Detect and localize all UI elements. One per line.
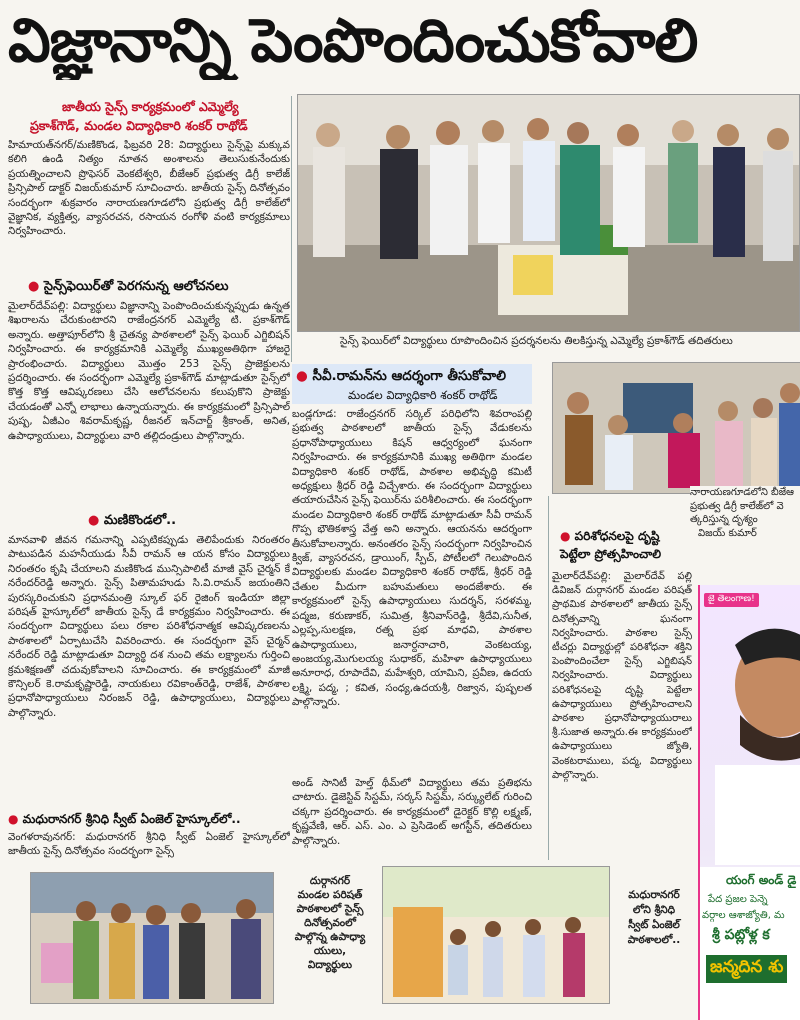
manikonda-heading [88,512,176,529]
cv-raman-subheading: మండల విద్యాధికారి శంకర్ రాథోడ్ [348,388,498,402]
bullet-icon: ● [8,812,19,826]
bullet-icon: ● [296,368,308,384]
parishodhana-heading-text-1: పరిశోధనలపై దృష్టి [574,529,660,543]
cv-raman-body: బండ్లగూడ: రాజేంద్రనగర్ సర్కిల్ పరిధిలోని శివరాంపల్లి ప్రభుత్వ పాఠశాలలో జాతీయ సైన్స్ వేడుకలను ప్రధానోపాధ్యాయులు కిషన్ ఆధ్వర్యంలో ఘనంగా నిర్వహించారు. ఈ కార్యక్రమానికి ముఖ్య అతిథిగా మండల విద్యాధికారి శంకర్ రాథోడ్, పాఠశాల అభివృద్ధి కమిటీ అధ్యక్షులు శ్రీధర్ రెడ్డి విచ్చేశారు. ఈ సందర్భంగా విద్యార్థులు తయారుచేసిన సైన్స్ ఫెయిర్‌ను పరిశీలించారు. ఈ సందర్భంగా మండల విద్యాధికారి శంకర్ రాథోడ్ మాట్లాడుతూ సీవీ రామన్ గొప్ప భౌతికశాస్త్ర వేత్త అని అన్నారు. ఆయనను ఆదర్శంగా తీసుకోవాలన్నారు. అనంతరం సైన్స్ సందర్భంగా నిర్వహించిన క్విజ్, వ్యాసరచన, డ్రాయింగ్, స్పీచ్, పోటీలలో గెలుపొందిన విద్యార్థులకు మండల విద్యాధికారి శంకర్ రాథోడ్, శ్రీధర్ రెడ్డి చేతుల మీదుగా బహుమతులు అందజేశారు. ఈ కార్యక్రమంలో సైన్స్ ఉపాధ్యాయులు సుదర్శన్, సరళమ్మ, పద్మజ, కరుణాకర్, సుమిత్ర, శ్రీనివాస్‌రెడ్డి, శ్రీదేవి,సునీత, ఎల్లప్ప,సులక్షణ, రత్న ప్రభ మాధవి, పాఠశాల ఉపాధ్యాయులు, జనార్దనాచారి, వెంకటయ్య, అంజయ్య,మొగులయ్య సుధాకర్, మహిళా ఉపాధ్యాయులు అనూరాధ, రూపాదేవి, మహేశ్వరి, యామిని, ప్రవీణ, ఉదయ లక్ష్మి, పద్మ, ; కవిత, సంధ్య,ఉదయశ్రీ, రిజ్వాన, పుష్పలత పాల్గొన్నారు. [292,408,532,709]
science-fair-heading [28,278,229,295]
birthday-advertisement [698,585,800,1020]
durganagar-photo [30,872,274,1004]
column-divider [291,96,292,362]
ad-line-1: యంగ్ అండ్ డై [726,873,797,887]
parishodhana-heading-1 [560,528,660,545]
cv-raman-heading-text: సీవీ.రామన్‌ను ఆదర్శంగా తీసుకోవాలి [312,368,507,384]
madhura-caption [614,888,694,948]
bullet-icon: ● [560,529,571,543]
madhuranagar-heading-text: మధురానగర్ శ్రీనిధి స్వీట్ ఏంజెల్ హైస్కూల్‌లో.. [22,812,241,826]
narayanaguda-photo [552,362,800,494]
madhura-caption-1: మధురానగర్ [628,889,680,901]
science-fair-heading-text: సైన్స్‌ఫెయిర్‌తో పెరగనున్న ఆలోచనలు [43,279,229,294]
parishodhana-body: మైలార్‌దేవ్‌పల్లి: మైలార్‌దేవ్ పల్లి డివిజన్ దుర్గానగర్ మండల పరిషత్ ప్రాథమిక పాఠశాలలో జాతీయ సైన్స్ దినోత్సవాన్ని ఘనంగా నిర్వహించారు. పాఠశాల సైన్స్ టీచర్లు విద్యార్థుల్లో పరిశోధనా శక్తిని పెంపొందించేలా సైన్స్ ఎగ్జిబిషన్ నిర్వహించారు. విద్యార్థులు పరిశోధనలపై దృష్టి పెట్టేలా ఉపాధ్యాయులు ప్రోత్సహించాలని పాఠశాల ప్రధానోపాధ్యాయురాలు శ్రీ.సుజాత అన్నారు.ఈ కార్యక్రమంలో ఉపాధ్యాయులు జ్యోతి, వెంకటరాములు, పద్మ, విద్యార్థులు పాల్గొన్నారు. [552,571,692,781]
cv-raman-heading [296,368,506,385]
durganagar-caption-3: పాఠశాలలో సైన్స్ [296,903,364,915]
durganagar-caption-5: పాల్గొన్న ఉపాధ్యా [294,931,366,943]
lead-kicker-2: ప్రకాశ్‌గౌడ్, మండల విద్యాధికారి శంకర్ రాథోడ్ [30,118,248,133]
middle-caption-line-1: నారాయణగూడలోని బీజేఆ [690,487,795,498]
middle-caption-line-4: విజయ్ కుమార్ [698,527,757,539]
manikonda-heading-text: మణికొండలో.. [103,513,177,528]
middle-photo-caption [690,486,800,540]
headline: విజ్ఞానాన్ని పెంపొందించుకోవాలి [8,6,698,76]
madhuranagar-body: వెంగళరావునగర్: మధురానగర్ శ్రీనిధి స్వీట్ ఏంజెల్ హైస్కూల్‌లో జాతీయ సైన్స్ దినోత్సవం సందర్భంగా సైన్స్ [8,831,290,858]
column-divider [548,496,549,860]
madhuranagar-heading [8,811,241,828]
lead-kicker-1: జాతీయ సైన్స్ కార్యక్రమంలో ఎమ్మెల్యే [62,99,239,114]
madhura-caption-2: లోని శ్రీనిధి [632,904,676,916]
ad-line-4: శ్రీ పట్లోళ్ల క [712,927,770,943]
bullet-icon: ● [28,279,40,294]
ad-line-2: పేద ప్రజల పెన్నె [708,894,768,905]
madhura-caption-4: పాఠశాలలో.. [627,934,681,946]
bullet-icon: ● [88,513,100,528]
science-fair-body: మైలార్‌దేవ్‌పల్లి: విద్యార్థులు విజ్ఞానాన్ని పెంపొందించుకున్నప్పుడు ఉన్నత శిఖరాలను చేరుకుంటారని రాజేంద్రనగర్ ఎమ్మెల్యే టి. ప్రకాశ్‌గౌడ్ అన్నారు. అత్తాపూర్‌లోని శ్రీ చైతన్య పాఠశాలలో సైన్స్ ఫెయిర్ ఎగ్జిబిషన్ నిర్వహించారు. ఈ కార్యక్రమానికి ఎమ్మెల్యే ముఖ్యఅతిథిగా హాజరై ప్రారంభించారు. విద్యార్థులు మొత్తం 253 సైన్స్ ప్రాజెక్టులను ప్రదర్శించారు. ఈ సందర్భంగా ఎమ్మెల్యే ప్రకాశ్‌గౌడ్ మాట్లాడుతూ సైన్స్‌లో కొత్త కొత్త ఆవిష్కరణలు చేసి ఆలోచనలను కలుపుకొని ప్రాజెక్టు చేయడంతో ఎన్నో లాభాలు ఉన్నాయన్నారు. ఈ కార్యక్రమంలో ప్రిన్సిపాల్ పుష్ప, ఏజీఎం శివరామ్‌కృష్ణ, రీజనల్ ఇన్‌చార్జ్ శ్రీకాంత్, అనిత, ఉపాధ్యాయులు, విద్యార్థులు వారి తల్లిదండ్రులు పాల్గొన్నారు. [8,300,290,442]
ad-line-5: జన్మదిన శు [706,955,787,983]
middle-caption-line-2: ప్రభుత్వ డిగ్రీ కాలేజ్‌లో వె [690,500,784,512]
madhuranagar-photo [382,866,610,1004]
ad-banner [700,867,800,1017]
cv-raman-continued: అండ్ సానిటీ హెల్త్ థీమ్‌లో విద్యార్థులు తమ ప్రతిభను చాటారు. డైజెస్టివ్ సిస్టమ్, సర్కస్ సిస్టమ్, సర్క్యులేట్ గురించి చక్కగా ప్రదర్శించారు. ఈ కార్యక్రమంలో డైరెక్టర్ కొల్లి లక్ష్మణ్, కృష్ణవేణి, ఆర్. ఎస్. ఎం. ఎ ప్రెసిడెంట్ అగస్టీన్, తదితరులు పాల్గొన్నారు. [292,777,532,847]
ad-portrait [700,605,800,865]
ad-line-3: వర్గాల ఆశాజ్యోతి, మ [702,910,785,921]
durganagar-caption-7: విద్యార్థులు [307,959,353,971]
lead-body: హిమాయత్‌నగర్/మణికొండ, ఫిబ్రవరి 28: విద్యార్థులు సైన్స్‌పై మక్కువ కలిగి ఉండి నిత్యం నూతన అంశాలను తెలుసుకునేందుకు ప్రయత్నించాలని ప్రొఫెసర్ వెంకటేశ్వరి, బీజేఆర్ ప్రభుత్వ డిగ్రీ కాలేజ్ ప్రిన్సిపాల్ డాక్టర్ విజయ్‌కుమార్ సూచించారు. జాతీయ సైన్స్ దినోత్సవం సందర్భంగా శుక్రవారం నారాయణగూడలోని ప్రభుత్వ డిగ్రీ కాలేజ్‌లో వైజ్ఞానిక, వ్యక్తిత్వ, వ్యాసరచన, రసాయన రంగోళి వంటి కార్యక్రమాలు నిర్వహించారు. [8,139,290,238]
parishodhana-heading-2: పెట్టేలా ప్రోత్సహించాలి [560,547,662,561]
durganagar-caption-2: మండల పరిషత్ [297,889,363,901]
middle-caption-line-3: త్కరిస్తున్న దృశ్యం [690,514,758,525]
ad-tag: జై తెలంగాణ! [704,593,759,607]
durganagar-caption-1: దుర్గానగర్ [309,875,351,887]
science-fair-photo [297,94,800,332]
durganagar-caption [290,874,370,972]
manikonda-body: మానవాళి జీవన గమనాన్ని ఎప్పటికప్పుడు తెలిపేందుకు నిరంతరం పాటుపడిన మహనీయుడు సీవీ రామన్ ఆ యన కోసం విద్యార్థులు నిరంతరం కృషి చేయాలని మణికొండ మున్సిపాలిటీ మాజీ వైస్ చైర్మన్ కే నరేందర్‌రెడ్డి అన్నారు. సైన్స్ పితామహుడు సి.వి.రామన్ జయంతిని పురస్కరించుకుని ప్రధానమంత్రి స్కూల్ ఫర్ రైజింగ్ ఇండియా జిల్లా పరిషత్ హైస్కూల్‌లో జాతీయ సైన్స్ డే కార్యక్రమం నిర్వహించారు. ఈ సందర్భంగా విద్యార్థులు పలు రకాల పరిశోధనాత్మక ఆవిష్కరణలను పాఠశాలలో ఏర్పాటుచేసి వివరించారు. ఈ సందర్భంగా వైస్ చైర్మన్ నరేందర్ రెడ్డి మాట్లాడుతూ విద్యార్థి దశ నుంచి తమ లక్ష్యాలను గుర్తించి క్రమశిక్షణతో చదువుకోవాలని సూచించారు. ఈ కార్యక్రమంలో మాజీ కౌన్సిలర్ కె.రామకృష్ణారెడ్డి, నాయకులు రవికాంత్‌రెడ్డి, రాజేశ్, పాఠశాల ప్రధానోపాధ్యాయులు నిరంజన్ రెడ్డి, ఉపాధ్యాయులు, విద్యార్థులు పాల్గొన్నారు. [8,534,290,719]
durganagar-caption-4: దినోత్సవంలో [304,917,356,929]
durganagar-caption-6: యులు, [313,945,347,957]
top-photo-caption: సైన్స్ ఫెయిర్‌లో విద్యార్థులు రూపొందించిన ప్రదర్శనలను తిలకిస్తున్న ఎమ్మెల్యే ప్రకాశ్‌గౌడ్ తదితరులు [340,335,733,347]
madhura-caption-3: స్వీట్ ఏంజెల్ [628,919,680,931]
